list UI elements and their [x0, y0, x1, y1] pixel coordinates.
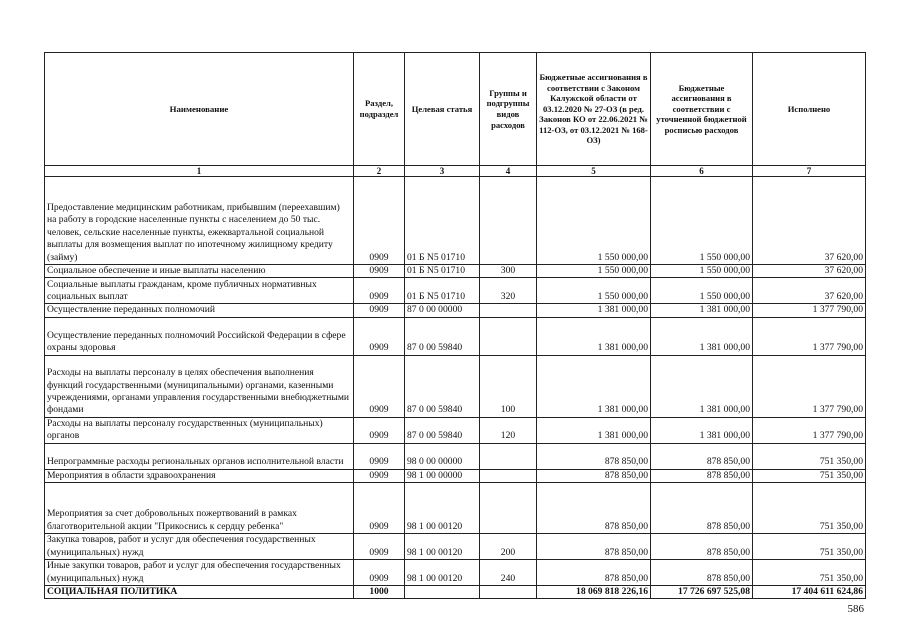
table-row	[45, 560, 866, 586]
row-section: 0909	[354, 483, 405, 534]
row-expense-group: 120	[480, 417, 537, 443]
row-name: Социальные выплаты гражданам, кроме публичных нормативных социальных выплат	[45, 278, 354, 304]
table-row	[45, 443, 866, 469]
row-schedule-allocation: 17 726 697 525,08	[651, 586, 753, 599]
page-number: 586	[847, 603, 864, 615]
row-expense-group	[480, 317, 537, 355]
row-schedule-allocation: 1 381 000,00	[651, 355, 753, 417]
row-expense-group: 300	[480, 265, 537, 278]
row-name: Расходы на выплаты персоналу в целях обеспечения выполнения функций государственными (муниципальными) органами, казенными учреждениями, органами управления государственными внебюджетными фондами	[45, 355, 354, 417]
column-number: 1	[45, 166, 354, 177]
row-section: 0909	[354, 265, 405, 278]
row-name: СОЦИАЛЬНАЯ ПОЛИТИКА	[45, 586, 354, 599]
row-target-article	[405, 586, 480, 599]
row-law-allocation: 1 550 000,00	[537, 278, 651, 304]
row-law-allocation: 878 850,00	[537, 443, 651, 469]
row-section: 0909	[354, 177, 405, 265]
table-row	[45, 317, 866, 355]
row-name: Мероприятия за счет добровольных пожертвований в рамках благотворительной акции "Прикоснись к сердцу ребенка"	[45, 483, 354, 534]
row-section: 1000	[354, 586, 405, 599]
row-law-allocation: 18 069 818 226,16	[537, 586, 651, 599]
row-target-article: 98 1 00 00120	[405, 483, 480, 534]
row-name: Социальное обеспечение и иные выплаты населению	[45, 265, 354, 278]
row-law-allocation: 878 850,00	[537, 534, 651, 560]
row-schedule-allocation: 878 850,00	[651, 534, 753, 560]
row-section: 0909	[354, 355, 405, 417]
row-executed: 37 620,00	[753, 265, 866, 278]
row-name: Мероприятия в области здравоохранения	[45, 469, 354, 482]
row-law-allocation: 1 550 000,00	[537, 177, 651, 265]
row-schedule-allocation: 878 850,00	[651, 483, 753, 534]
row-executed: 37 620,00	[753, 278, 866, 304]
row-executed: 1 377 790,00	[753, 417, 866, 443]
table-row	[45, 483, 866, 534]
table-row	[45, 469, 866, 482]
row-section: 0909	[354, 469, 405, 482]
row-schedule-allocation: 1 381 000,00	[651, 417, 753, 443]
table-row	[45, 417, 866, 443]
row-expense-group: 240	[480, 560, 537, 586]
row-name: Осуществление переданных полномочий	[45, 304, 354, 317]
row-executed: 751 350,00	[753, 560, 866, 586]
row-expense-group: 200	[480, 534, 537, 560]
row-section: 0909	[354, 304, 405, 317]
header-target-article: Целевая статья	[405, 53, 480, 166]
header-executed: Исполнено	[753, 53, 866, 166]
row-executed: 751 350,00	[753, 443, 866, 469]
header-name: Наименование	[45, 53, 354, 166]
row-section: 0909	[354, 534, 405, 560]
row-law-allocation: 1 381 000,00	[537, 304, 651, 317]
budget-execution-table	[44, 52, 866, 599]
row-schedule-allocation: 1 381 000,00	[651, 317, 753, 355]
table-header-row	[45, 53, 866, 166]
row-target-article: 87 0 00 59840	[405, 417, 480, 443]
row-section: 0909	[354, 560, 405, 586]
table-row	[45, 265, 866, 278]
row-executed: 1 377 790,00	[753, 317, 866, 355]
table-row	[45, 355, 866, 417]
column-number: 6	[651, 166, 753, 177]
row-target-article: 01 Б N5 01710	[405, 265, 480, 278]
column-number: 3	[405, 166, 480, 177]
row-executed: 751 350,00	[753, 483, 866, 534]
table-row	[45, 177, 866, 265]
row-expense-group	[480, 469, 537, 482]
row-section: 0909	[354, 443, 405, 469]
row-schedule-allocation: 878 850,00	[651, 443, 753, 469]
table-total-row	[45, 586, 866, 599]
row-target-article: 87 0 00 59840	[405, 317, 480, 355]
row-schedule-allocation: 878 850,00	[651, 560, 753, 586]
row-name: Осуществление переданных полномочий Российской Федерации в сфере охраны здоровья	[45, 317, 354, 355]
row-law-allocation: 1 381 000,00	[537, 417, 651, 443]
row-target-article: 87 0 00 59840	[405, 355, 480, 417]
row-expense-group: 100	[480, 355, 537, 417]
row-name: Закупка товаров, работ и услуг для обеспечения государственных (муниципальных) нужд	[45, 534, 354, 560]
column-number: 2	[354, 166, 405, 177]
column-number-row	[45, 166, 866, 177]
row-law-allocation: 1 381 000,00	[537, 355, 651, 417]
row-target-article: 01 Б N5 01710	[405, 278, 480, 304]
row-target-article: 98 1 00 00000	[405, 469, 480, 482]
row-schedule-allocation: 1 550 000,00	[651, 177, 753, 265]
row-section: 0909	[354, 417, 405, 443]
column-number: 7	[753, 166, 866, 177]
row-expense-group	[480, 177, 537, 265]
table-row	[45, 304, 866, 317]
row-schedule-allocation: 1 550 000,00	[651, 278, 753, 304]
column-number: 5	[537, 166, 651, 177]
row-schedule-allocation: 1 550 000,00	[651, 265, 753, 278]
row-executed: 17 404 611 624,86	[753, 586, 866, 599]
table-row	[45, 534, 866, 560]
row-law-allocation: 878 850,00	[537, 483, 651, 534]
table-row	[45, 278, 866, 304]
row-executed: 751 350,00	[753, 469, 866, 482]
row-target-article: 98 1 00 00120	[405, 560, 480, 586]
row-name: Предоставление медицинским работникам, прибывшим (переехавшим) на работу в городские населенные пункты с населением до 50 тыс. человек, сельские населенные пункты, ежеквартальной социальной выплаты для возмещения выплат по ипотечному жилищному кредиту (займу)	[45, 177, 354, 265]
row-expense-group	[480, 443, 537, 469]
header-schedule-allocations: Бюджетные ассигнования в соответствии с уточненной бюджетной росписью расходов	[651, 53, 753, 166]
row-expense-group	[480, 304, 537, 317]
header-section: Раздел, подраздел	[354, 53, 405, 166]
row-law-allocation: 878 850,00	[537, 469, 651, 482]
row-name: Иные закупки товаров, работ и услуг для обеспечения государственных (муниципальных) нужд	[45, 560, 354, 586]
row-target-article: 98 0 00 00000	[405, 443, 480, 469]
row-expense-group	[480, 483, 537, 534]
row-expense-group: 320	[480, 278, 537, 304]
row-name: Расходы на выплаты персоналу государственных (муниципальных) органов	[45, 417, 354, 443]
row-target-article: 98 1 00 00120	[405, 534, 480, 560]
row-target-article: 87 0 00 00000	[405, 304, 480, 317]
row-law-allocation: 1 550 000,00	[537, 265, 651, 278]
row-expense-group	[480, 586, 537, 599]
header-law-allocations: Бюджетные ассигнования в соответствии с Законом Калужской области от 03.12.2020 № 27-ОЗ (в ред. Законов КО от 22.06.2021 № 112-ОЗ, от 03.12.2021 № 168-ОЗ)	[537, 53, 651, 166]
row-executed: 37 620,00	[753, 177, 866, 265]
header-expense-group: Группы и подгруппы видов расходов	[480, 53, 537, 166]
row-schedule-allocation: 878 850,00	[651, 469, 753, 482]
row-executed: 1 377 790,00	[753, 355, 866, 417]
row-schedule-allocation: 1 381 000,00	[651, 304, 753, 317]
row-executed: 1 377 790,00	[753, 304, 866, 317]
row-name: Непрограммные расходы региональных органов исполнительной власти	[45, 443, 354, 469]
row-law-allocation: 878 850,00	[537, 560, 651, 586]
row-target-article: 01 Б N5 01710	[405, 177, 480, 265]
row-section: 0909	[354, 278, 405, 304]
row-law-allocation: 1 381 000,00	[537, 317, 651, 355]
row-section: 0909	[354, 317, 405, 355]
column-number: 4	[480, 166, 537, 177]
row-executed: 751 350,00	[753, 534, 866, 560]
